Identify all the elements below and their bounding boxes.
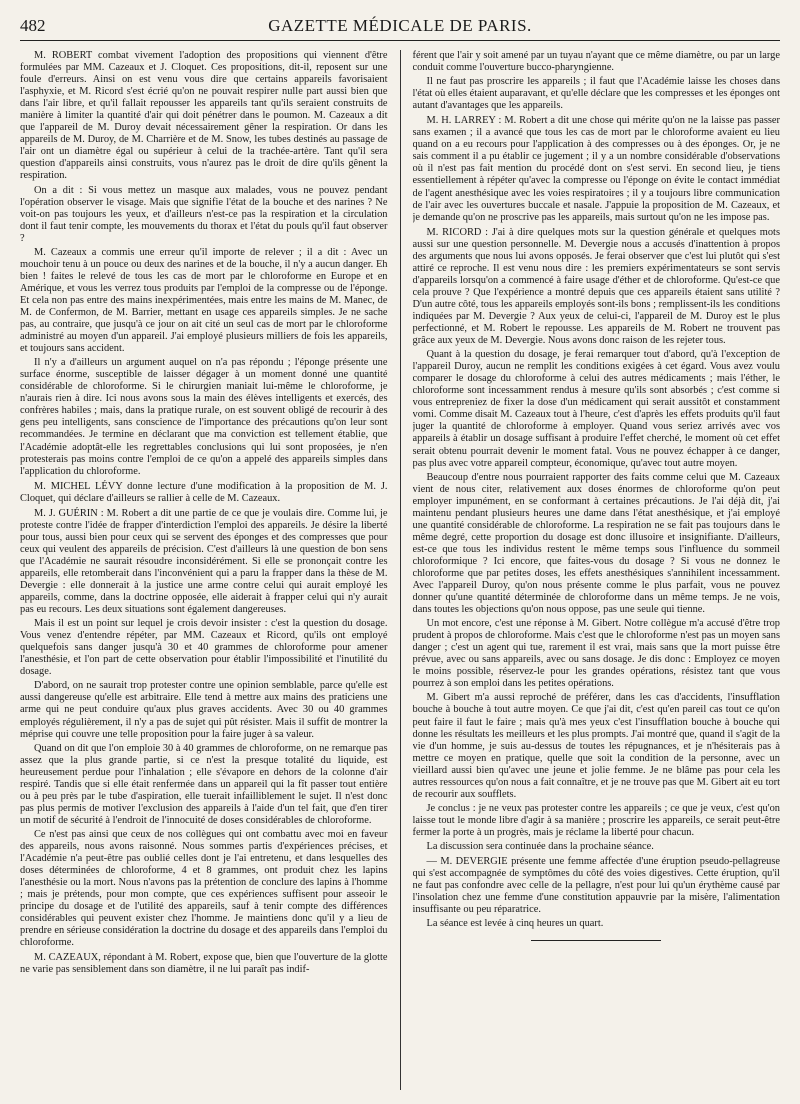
paragraph-proscrire: Il ne faut pas proscrire les appareils ; il faut que l'Académie laisse les choses dans l'état où elles étaient auparavant, et qu'elle déclare que les compresses et les éponges ont autant d'avantages que les appareils. xyxy=(412,76,780,112)
paragraph-ricord: M. RICORD : J'ai à dire quelques mots sur la question générale et quelques mots aussi sur une question personnelle. M. Devergie nous a accusés d'inattention à propos des arguments que nous lui avons opposés. Je ferai observer que c'est lui plutôt qui s'est attiré ce reproche. Il est venu nous dire : les premiers expérimentateurs se sont servis d'appareils lorsqu'on a commencé à faire usage d'éther et de chloroforme. Qu'est-ce que cela prouve ? Que l'expérience a montré depuis que ces appareils étaient sans utilité ? D'un autre côté, tous les appareils employés sont-ils bons ; remplissent-ils les conditions indiquées par M. Devergie ? Aux yeux de celui-ci, l'appareil de M. Duroy est le plus perfectionné, et M. Robert le repousse. Les appareils de M. Robert ne trouvent pas grâce aux yeux de M. Devergie. Nous avons donc raison de les rejeter tous. xyxy=(412,226,780,347)
journal-title: GAZETTE MÉDICALE DE PARIS. xyxy=(268,16,532,35)
paragraph-gibert: Un mot encore, c'est une réponse à M. Gibert. Notre collègue m'a accusé d'être trop prudent à propos de chloroforme. Mais c'est que le chloroforme n'est pas un moyen sans danger ; c'est un agent qui tue, rarement il est vrai, mais sans que la mort puisse être prévue, avec ou sans appareils, avec ou sans dosage. Je dis donc : Employez ce moyen le moins possible, réservez-le pour les grandes opérations, résistez tant que vous pourrez à son emploi dans les petites opérations. xyxy=(412,618,780,690)
paragraph-beaucoup: Beaucoup d'entre nous pourraient rapporter des faits comme celui que M. Cazeaux vient de nous citer, relativement aux doses énormes de chloroforme qu'on peut employer impunément, en se conformant à certaines précautions. Je l'ai déjà dit, j'ai maintenu pendant plusieurs heures une dame dans l'état anesthésique, et j'ai employé une quantité considérable de chloroforme. La respiration ne se fait pas toujours dans le même degré, cette proportion du dosage est donc illusoire et insignifiante. D'ailleurs, est-ce que tous les individus restent le même temps sous l'influence du sommeil chloroformique ? Ici encore, que faites-vous du dosage ? Si vous ne donnez le chloroforme que par petites doses, les effets anesthésiques s'annihilent incessamment. Avec l'appareil Duroy, qu'on nous présente comme le plus parfait, vous ne pouvez donner qu'une quantité déterminée de chloroforme dans un même temps. Je ne vois, dans toutes les objections qu'on nous oppose, pas une seule qui tienne. xyxy=(412,471,780,616)
column-divider xyxy=(400,50,401,1090)
paragraph-discussion-continuee: La discussion sera continuée dans la prochaine séance. xyxy=(426,841,654,852)
paragraph-conclus: Je conclus : je ne veux pas protester contre les appareils ; ce que je veux, c'est qu'on laisse tout le monde libre d'agir à sa manière ; proscrire les appareils, ce serait peut-être fermer la porte à un progrès, mais je réclame la liberté pour chacun. xyxy=(412,802,780,838)
text-columns xyxy=(20,50,780,1090)
paragraph-continuation: férent que l'air y soit amené par un tuyau n'ayant que ce même diamètre, ou par un large conduit comme l'ouverture bucco-pharyngienne. xyxy=(412,50,780,74)
paragraph-seance-levee: La séance est levée à cinq heures un quart. xyxy=(426,918,604,930)
paragraph-insufflation: M. Gibert m'a aussi reproché de préférer, dans les cas d'accidents, l'insufflation bouche à bouche à tout autre moyen. Ce que j'ai dit, c'est qu'en pareil cas tout ce qu'on peut faire il faut le faire ; mais qu'à mes yeux c'est l'insufflation bouche à bouche qui donne les résultats les meilleurs et les plus prompts. J'ai montré que, quand il s'agit de la vie d'un homme, je suis au-dessus de toutes les répugnances, et je n'hésiterais pas à mettre ce moyen en pratique, quelle que soit la condition de la personne, avec un vieillard aussi bien qu'avec une jeune et jolie femme. Je ne blâme pas pour cela les autres ressources qu'on nous a fait connaître, et je ne trouve pas que M. Gibert ait eu tort de recourir aux soufflets. xyxy=(412,692,780,800)
paragraph-dosage: Mais il est un point sur lequel je crois devoir insister : c'est la question du dosage. Vous venez d'entendre répéter, par MM. Cazeaux et Ricord, qu'ils ont employé quelquefois sans danger jusqu'à 30 et 40 grammes de chloroforme pour amener l'anesthésie, et l'on part de cette observation pour établir l'impossibilité et l'inutilité du dosage. xyxy=(20,618,388,678)
paragraph-robert-proposition: M. ROBERT combat vivement l'adoption des propositions qui viennent d'être formulées par MM. Cazeaux et J. Cloquet. Ces propositions, dit-il, reposent sur une foule d'erreurs. Ainsi on est venu vous dire que certains appareils favorisaient l'asphyxie, et M. Ricord s'est écrié qu'on ne pouvait respirer nulle part aussi bien que dans l'air libre, et qu'il fallait repousser les appareils tant qu'ils seraient construits de manière à limiter la quantité d'air qui doit pénétrer dans le poumon. M. Cazeaux a dit que l'appareil de M. Duroy devait nécessairement gêner la respiration. Or dans les appareils de M. Duroy, de M. Charrière et de M. Snow, les tubes destinés au passage de l'air ont un diamètre égal ou supérieur à celui de la trachée-artère. Tant qu'il sera question d'appareils ainsi construits, vous n'aurez pas le droit de dire qu'ils gênent la respiration. xyxy=(20,50,388,182)
left-column xyxy=(20,50,388,1090)
running-header xyxy=(20,14,780,41)
paragraph-devergie: — M. DEVERGIE présente une femme affectée d'une éruption pseudo-pellagreuse qui s'est accompagnée de symptômes du côté des voies digestives. Cette éruption, qu'il ne faut pas confondre avec celle de la pellagre, n'est pour lui qu'un érythème causé par l'insolation chez une femme d'une constitution appauvrie par la misère, l'alimentation insuffisante ou peu réparatrice. xyxy=(412,856,780,916)
paragraph-protester: D'abord, on ne saurait trop protester contre une opinion semblable, parce qu'elle est aussi dangereuse qu'elle est arbitraire. Elle tend à mettre aux mains des praticiens une arme qui ne peut conduire qu'aux plus graves accidents. Avec 30 ou 40 grammes employés régulièrement, il n'y a pas de sujet qui pût résister. Mais il suffit de montrer la méprise qui couvre une telle proposition pour la faire juger à sa valeur. xyxy=(20,680,388,740)
paragraph-larrey: M. H. LARREY : M. Robert a dit une chose qui mérite qu'on ne la laisse pas passer sans examen ; il a avancé que tous les cas de mort par le chloroforme avaient eu lieu quand on a eu recours pour l'application à des compresses ou à des éponges. Or, je ne sais comment il a pu établir ce jugement ; il y a un nombre considérable d'observations où il n'est pas fait mention du procédé dont on s'est servi. En second lieu, je tiens essentiellement à répéter qu'avec la compresse ou l'éponge on évite le contact immédiat de l'agent anesthésique avec les voies respiratoires ; il y a toujours libre communication de l'air avec les ouvertures buccale et nasale. J'appuie la proposition de M. Cazeaux, et je demande qu'on ne proscrive pas les appareils, mais surtout qu'on ne les impose pas. xyxy=(412,115,780,223)
paragraph-cazeaux-erreur: M. Cazeaux a commis une erreur qu'il importe de relever ; il a dit : Avec un mouchoir tenu à un pouce ou deux des narines et de la bouche, il n'y a aucun danger. Eh bien ! faites le relevé de tous les cas de mort par le chloroforme en Europe et en Amérique, et vous les verrez tous produits par l'emploi de la compresse ou de l'éponge. Et cela non pas entre des mains inexpérimentées, mais entre les mains de M. Manec, de M. de Confermon, de M. Barrier, mettant en usage ces appareils simples. Je ne sache pas, au contraire, que jusqu'à ce jour on ait cité un seul cas de mort par le chloroforme administré au moyen d'un appareil. J'ai employé plusieurs milliers de fois les appareils, et toujours sans accident. xyxy=(20,246,388,355)
paragraph-cazeaux-reponse: M. CAZEAUX, répondant à M. Robert, expose que, bien que l'ouverture de la glotte ne varie pas sensiblement dans son diamètre, il ne lui paraît pas indif- xyxy=(20,952,388,976)
paragraph-michel-levy: M. MICHEL LÉVY donne lecture d'une modification à la proposition de M. J. Cloquet, qui déclare d'ailleurs se rallier à celle de M. Cazeaux. xyxy=(20,480,388,504)
paragraph-guerin: M. J. GUÉRIN : M. Robert a dit une partie de ce que je voulais dire. Comme lui, je proteste contre l'idée de frapper d'interdiction l'emploi des appareils. Je désire la liberté pour tous, aussi bien pour ceux qui se servent des éponges et des compresses que pour ceux qui veulent des appareils de précision. C'est d'ailleurs là une question de bon sens que l'Académie ne saurait résoudre inconsidérément. Si elle se prononçait contre les appareils, elle retomberait dans l'inconvénient qui a paru la frapper dans la thèse de M. Devergie : elle donnerait à la justice une arme contre celui qui aurait employé les appareils, comme, dans la doctrine opposée, elle aiderait à frapper celui qui n'y aurait pas eu recours. Les deux situations sont également dangereuses. xyxy=(20,507,388,616)
paragraph-eponge: Il n'y a d'ailleurs un argument auquel on n'a pas répondu ; l'éponge présente une surface énorme, susceptible de laisser dégager à un moment donné une quantité considérable de chloroforme. Si le chirurgien maniait lui-même le chloroforme, je n'aurais rien à dire. Ici nous avons sous la main des élèves intelligents et exercés, des confrères habiles ; mais, dans la pratique rurale, on est souvent obligé de recourir à des gens peu intelligents, sans conscience de l'importance des précautions qu'on leur sont recommandées. Je termine en déclarant que ma conviction est tellement établie, que l'Académie adoptât-elle les regrettables conclusions qui lui sont proposées, je n'en protesterais pas moins contre l'emploi de ce qu'on a appelé des appareils simples dans l'application du chloroforme. xyxy=(20,357,388,477)
end-rule xyxy=(531,940,661,941)
paragraph-question-dosage: Quant à la question du dosage, je ferai remarquer tout d'abord, qu'à l'exception de l'appareil Duroy, aucun ne remplit les conditions exigées à cet égard. Vous avez voulu comparer le dosage du chloroforme à celui des autres médicaments ; mais l'éther, le chloroforme sont incessamment rendus à mesure qu'ils sont absorbés ; c'est comme si vous entrepreniez de fixer la dose d'un médicament qui serait aussitôt et constamment vomi. Comme disait M. Cazeaux tout à l'heure, c'est d'après les effets produits qu'il faut juger la quantité de chloroforme à employer. Quand vous seriez arrivés avec vos appareils à établir un dosage suffisant à produire l'effet cherché, le moment où cet effet serait obtenu pourrait devenir le moment fatal. Vous ne pouvez échapper à ce danger, pas plus avec votre appareil compteur, économique, qu'avec tout autre moyen. xyxy=(412,349,780,469)
paragraph-masque: On a dit : Si vous mettez un masque aux malades, vous ne pouvez pendant l'opération observer le visage. Mais que signifie l'état de la bouche et des narines ? Ne voit-on pas toujours les yeux, et d'ailleurs n'est-ce pas la respiration et la circulation dont il faut tenir compte, les mouvements du thorax et l'état du pouls qu'il faut observer ? xyxy=(20,184,388,244)
paragraph-30-40-grammes: Quand on dit que l'on emploie 30 à 40 grammes de chloroforme, on ne remarque pas assez que la plus grande partie, si ce n'est la presque totalité du liquide, est heureusement perdue pour l'inhalation ; elle s'évapore en dehors de la colonne d'air respiré. Tandis que si elle était renfermée dans un appareil qui la fît passer tout entière ou à peu près par le tube d'aspiration, elle tuerait infailliblement le sujet. Il n'est donc pas plus permis de motiver l'exclusion des appareils à l'aide d'un tel fait, que d'en tirer un motif de sécurité à l'endroit de l'innocuité de doses considérables de chloroforme. xyxy=(20,742,388,826)
paragraph-experiences: Ce n'est pas ainsi que ceux de nos collègues qui ont combattu avec moi en faveur des appareils, nous avons raisonné. Nous sommes partis d'expériences précises, et l'Académie n'a peut-être pas oublié celles dont je l'ai entretenu, et dans lesquelles des doses déterminées de chloroforme, 4 et 8 grammes, ont produit chez les lapins l'anesthésie ou la mort. Nous n'avons pas la prétention de conclure des lapins à l'homme ; mais je prétends, pour mon compte, que ces expériences suffisent pour asseoir le principe du dosage et de l'utilité des appareils, sauf à tenir compte des différences considérables qui peuvent exister chez l'homme. Je maintiens donc qu'il y a lieu de prendre en sérieuse considération la doctrine du dosage et des appareils dans l'emploi du chloroforme. xyxy=(20,828,388,949)
page-number: 482 xyxy=(20,16,46,35)
right-column xyxy=(413,50,781,1090)
